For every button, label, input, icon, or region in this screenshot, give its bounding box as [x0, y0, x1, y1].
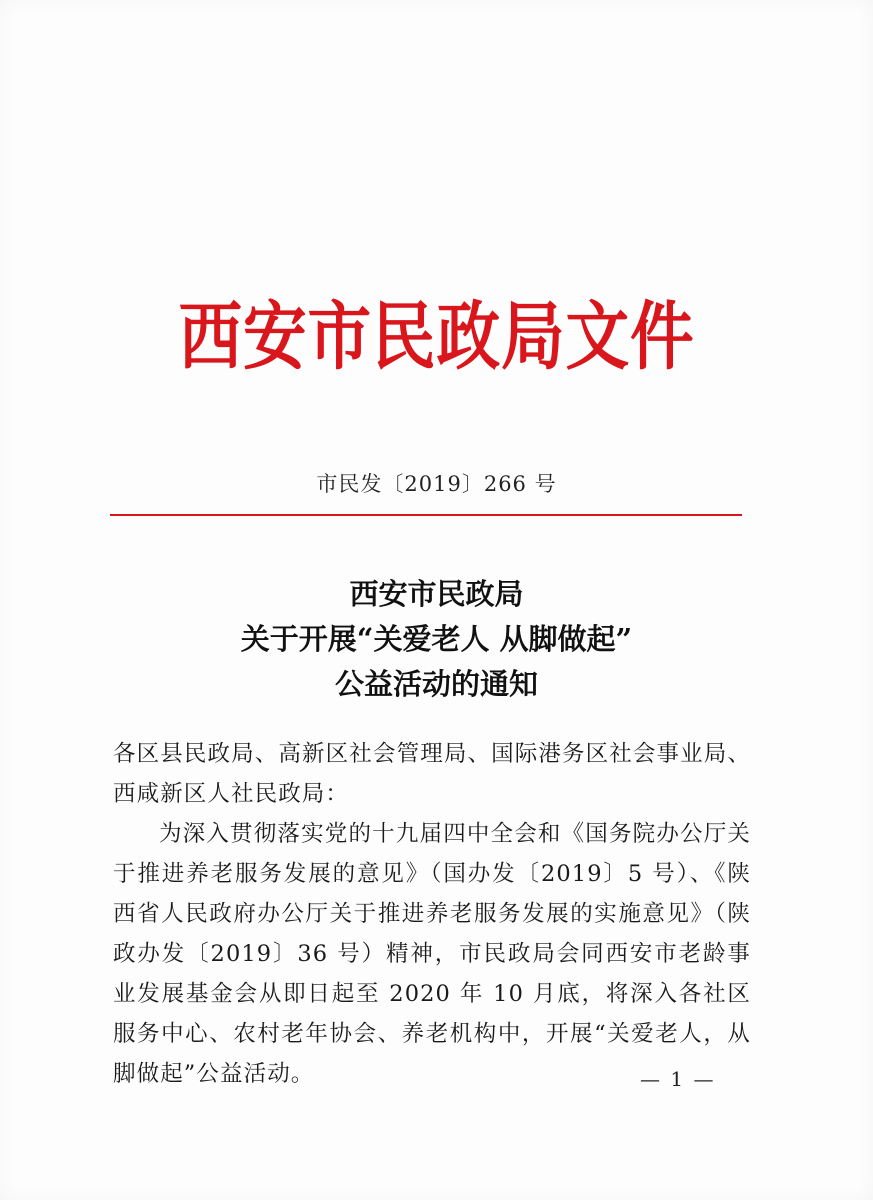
document-number: 市民发〔2019〕266 号 [316, 472, 557, 496]
page-number: — 1 — [640, 1067, 716, 1091]
notice-body [113, 734, 751, 1094]
notice-title [0, 572, 873, 707]
document-header-title: 西安市民政局文件 [178, 294, 695, 380]
notice-title-line-2: 关于开展“关爱老人 从脚做起” [240, 622, 633, 656]
bleed-through-background [118, 138, 758, 310]
red-divider-line [110, 514, 742, 516]
notice-title-line-3: 公益活动的通知 [334, 667, 538, 701]
body-paragraph: 为深入贯彻落实党的十九届四中全会和《国务院办公厅关于推进养老服务发展的意见》（国办发〔2019〕5 号）、《陕西省人民政府办公厅关于推进养老服务发展的实施意见》（陕政办发〔2019〕36 号）精神，市民政局会同西安市老龄事业发展基金会从即日起至 2020 年 10 月底，将深入各社区服务中心、农村老年协会、养老机构中，开展“关爱老人，从脚做起”公益活动。 [113, 821, 751, 1087]
addressee: 各区县民政局、高新区社会管理局、国际港务区社会事业局、西咸新区人社民政局： [113, 741, 751, 807]
notice-title-line-1: 西安市民政局 [349, 577, 524, 611]
